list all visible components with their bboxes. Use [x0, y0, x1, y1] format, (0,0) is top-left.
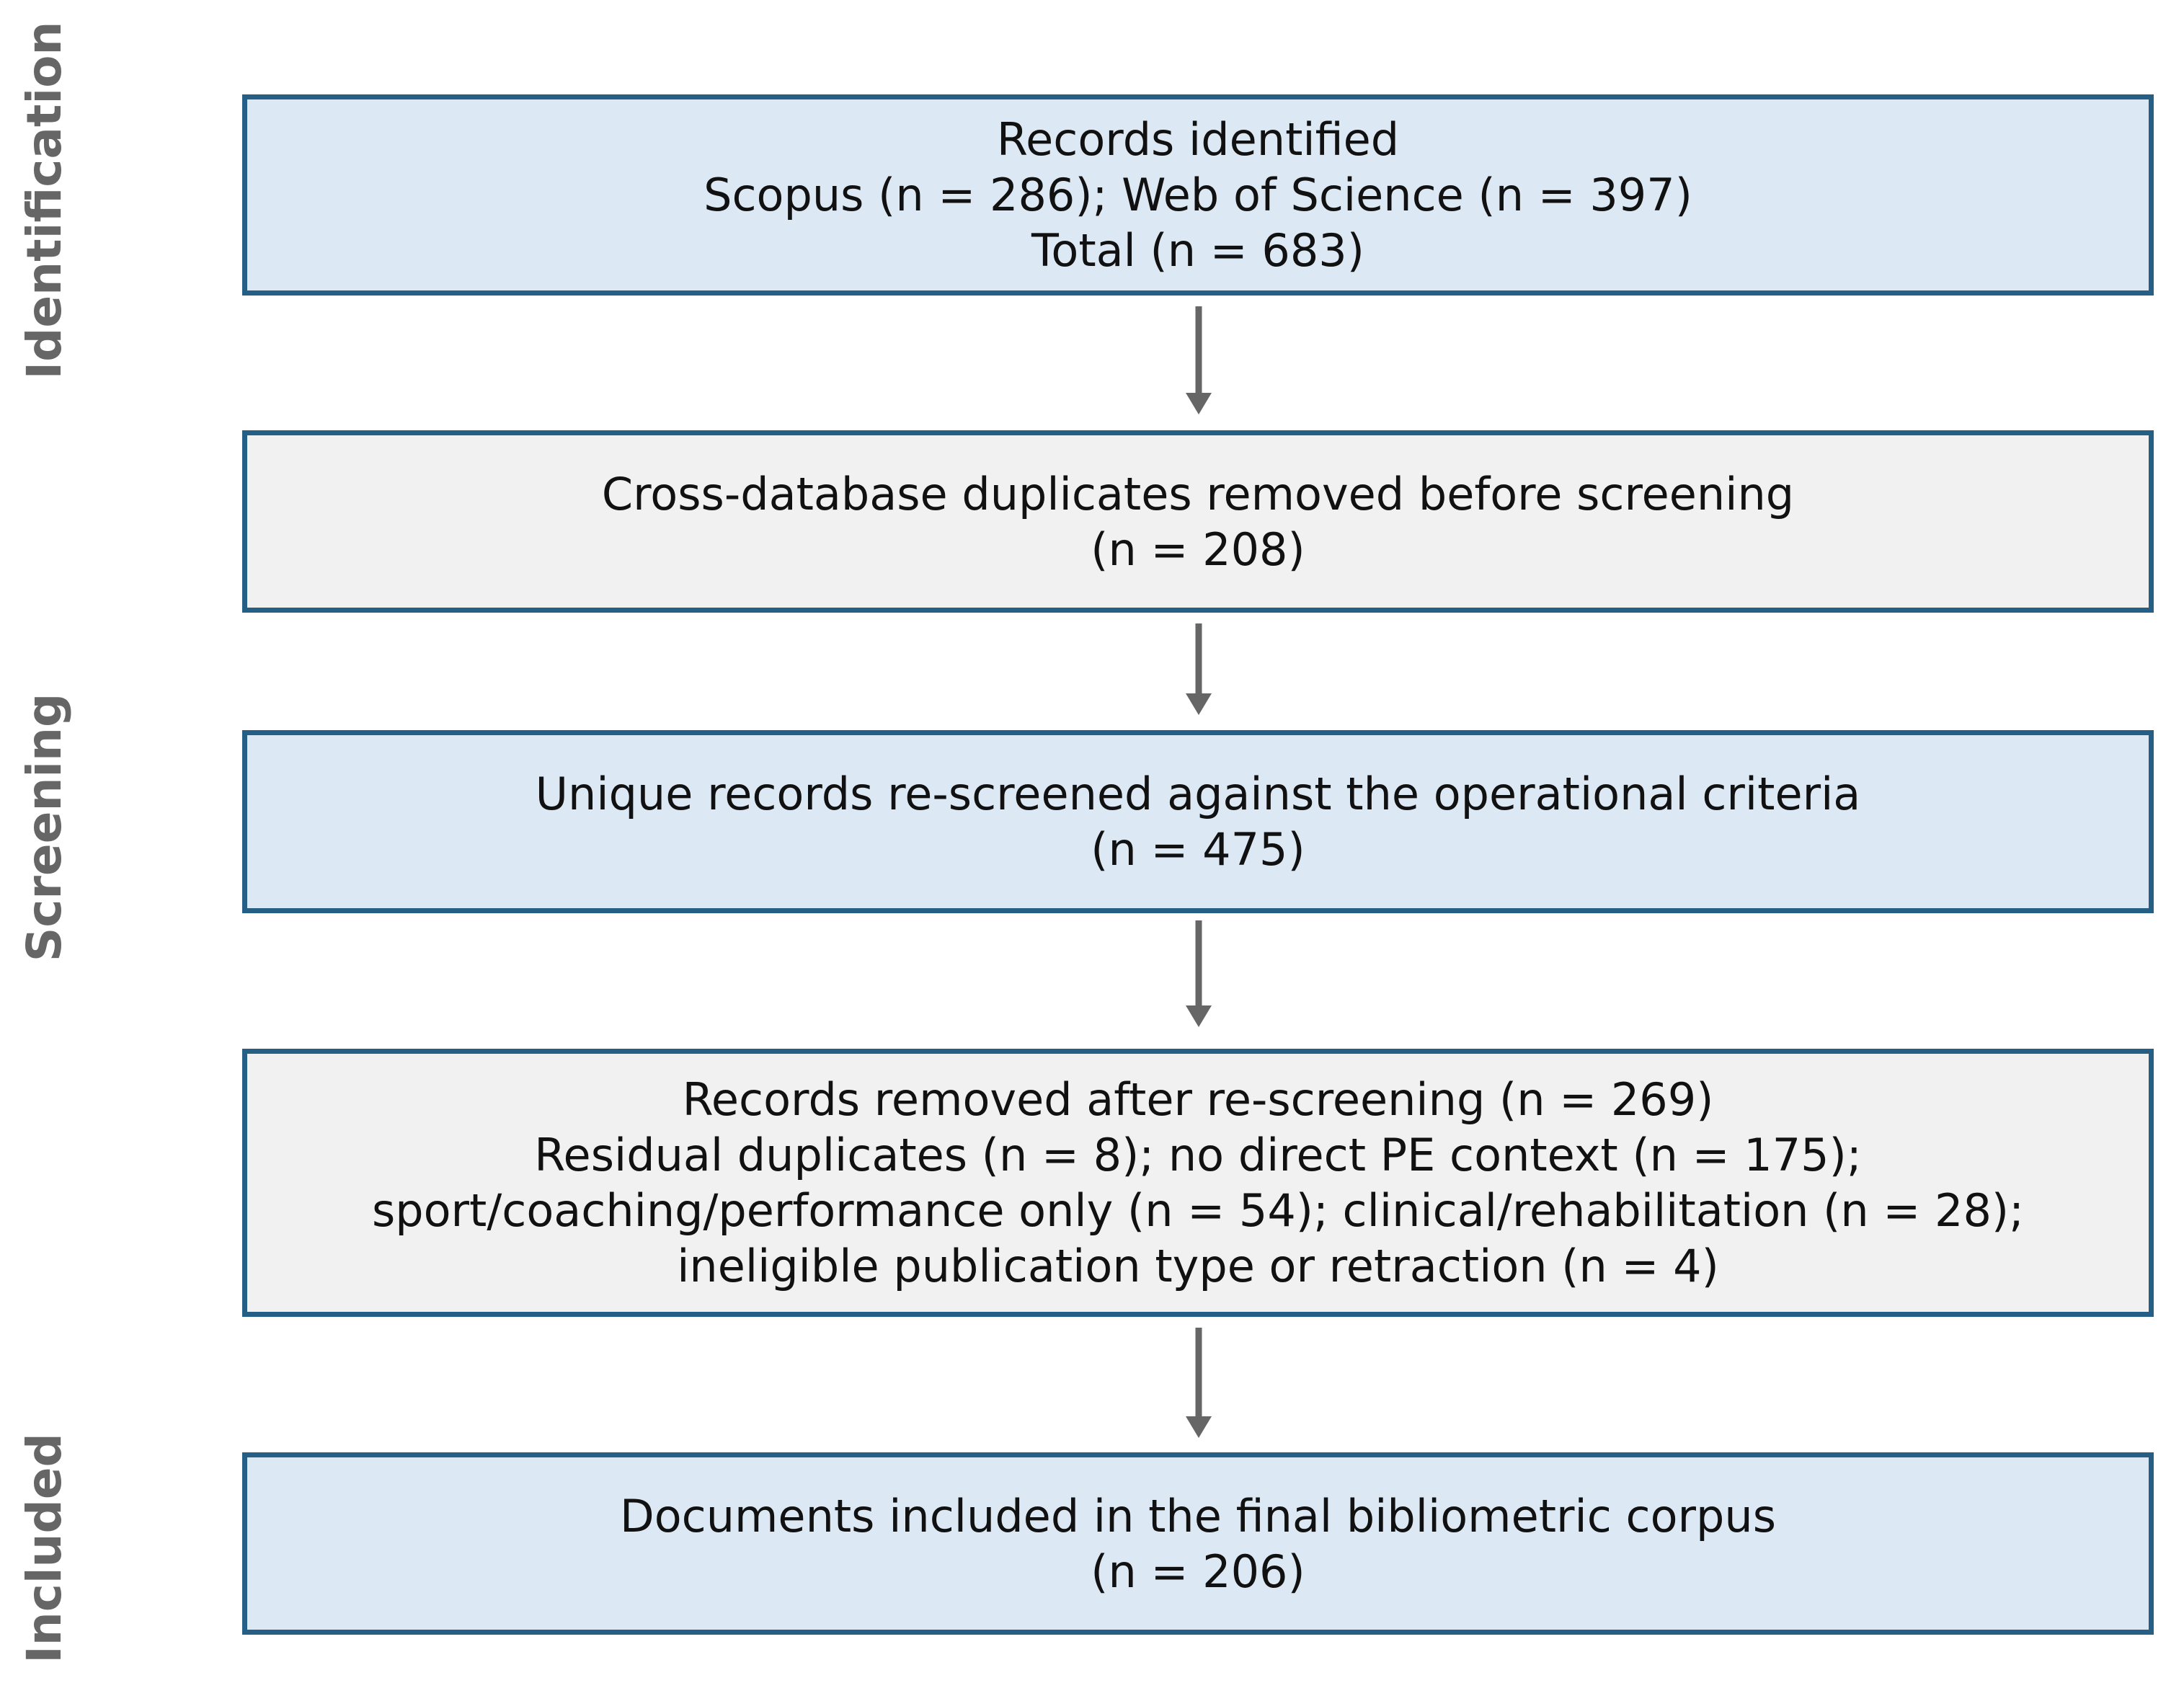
- arrow-removed-to-included: [1186, 1328, 1212, 1438]
- duplicates-removed-count: (n = 208): [1091, 523, 1305, 576]
- records-identified-total: Total (n = 683): [1031, 224, 1364, 277]
- records-removed-title: Records removed after re-screening (n = 269): [682, 1073, 1714, 1126]
- records-identified-sources: Scopus (n = 286); Web of Science (n = 397): [703, 169, 1692, 221]
- records-identified-title: Records identified: [996, 113, 1400, 166]
- duplicates-removed-title: Cross-database duplicates removed before screening: [601, 467, 1795, 520]
- records-removed-reasons-3: ineligible publication type or retraction (n = 4): [677, 1240, 1719, 1292]
- documents-included-count: (n = 206): [1091, 1545, 1305, 1598]
- stage-label-included: Included: [17, 1433, 72, 1664]
- unique-records-count: (n = 475): [1091, 823, 1305, 876]
- arrow-unique-to-removed: [1186, 920, 1212, 1027]
- records-removed-reasons-1: Residual duplicates (n = 8); no direct PE context (n = 175);: [534, 1129, 1862, 1181]
- arrow-identified-to-duplicates: [1186, 306, 1212, 414]
- stage-label-identification: Identification: [17, 21, 72, 380]
- stage-label-screening: Screening: [17, 693, 72, 962]
- documents-included-title: Documents included in the final bibliometric corpus: [619, 1489, 1776, 1542]
- arrow-duplicates-to-unique: [1186, 623, 1212, 715]
- unique-records-title: Unique records re-screened against the operational criteria: [535, 768, 1861, 820]
- records-removed-reasons-2: sport/coaching/performance only (n = 54); clinical/rehabilitation (n = 28);: [371, 1184, 2025, 1237]
